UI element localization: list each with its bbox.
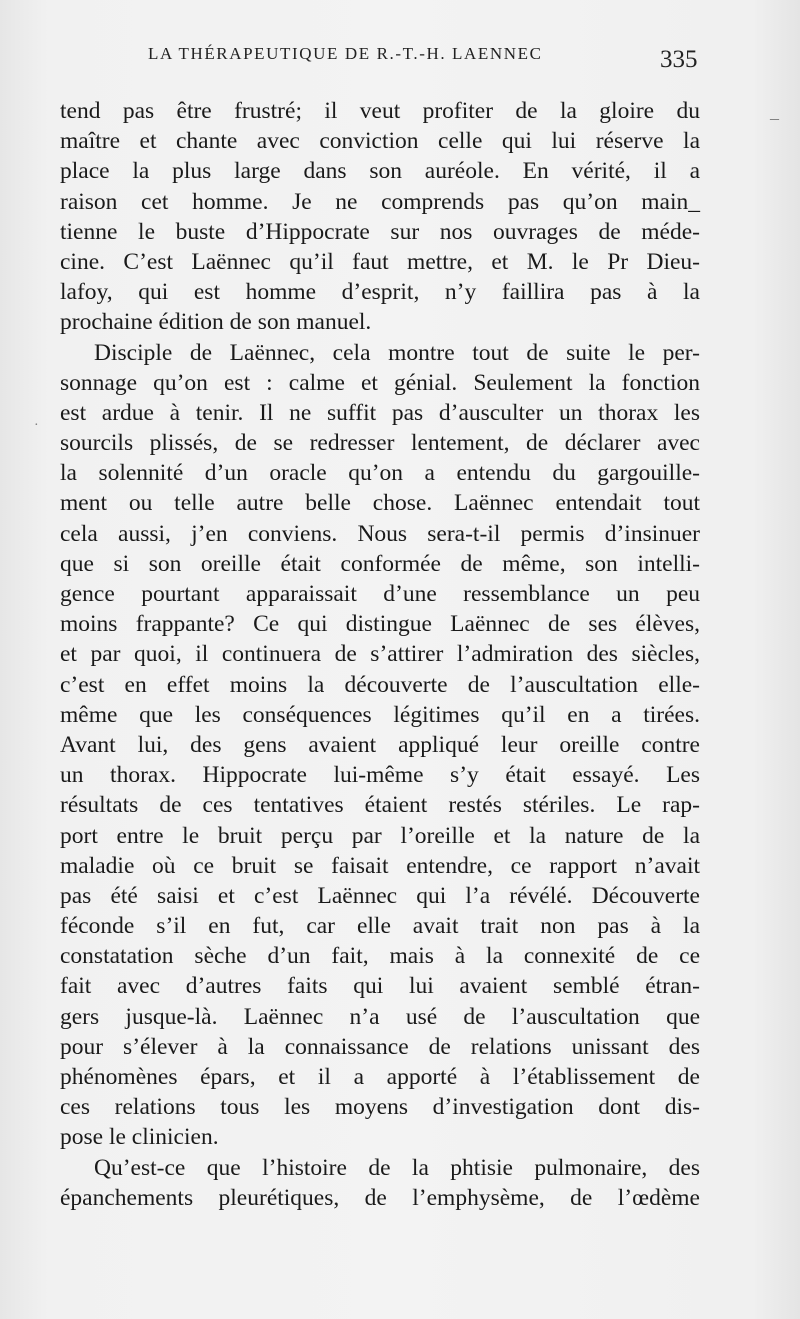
paragraph-first-line: Disciple de Laënnec, cela montre tout de suite le per-	[94, 339, 700, 366]
text-line: pas été saisi et c’est Laënnec qui l’a révélé. Découverte	[60, 882, 700, 909]
text-line: sonnage qu’on est : calme et génial. Seulement la fonction	[60, 369, 700, 396]
text-line: et par quoi, il continuera de s’attirer l’admiration des siècles,	[60, 641, 700, 668]
text-line: cine. C’est Laënnec qu’il faut mettre, et M. le Pr Dieu-	[60, 248, 700, 275]
text-line: phénomènes épars, et il a apporté à l’établissement de	[60, 1064, 700, 1090]
text-line: gers jusque-là. Laënnec n’a usé de l’auscultation que	[60, 1003, 700, 1030]
text-line: est ardue à tenir. Il ne suffit pas d’ausculter un thorax les	[60, 399, 700, 426]
margin-dot-mark: ·	[34, 418, 39, 433]
text-line: résultats de ces tentatives étaient restés stériles. Le rap-	[60, 792, 700, 819]
text-line: cela aussi, j’en conviens. Nous sera-t-il permis d’insinuer	[60, 520, 700, 547]
text-line: tienne le buste d’Hippocrate sur nos ouvrages de méde-	[60, 218, 700, 245]
paragraph-first-line: Qu’est-ce que l’histoire de la phtisie pulmonaire, des	[94, 1154, 700, 1181]
text-line: féconde s’il en fut, car elle avait trait non pas à la	[60, 913, 700, 940]
body-text	[60, 96, 700, 1213]
text-line: Avant lui, des gens avaient appliqué leur oreille contre	[60, 731, 700, 758]
text-line: pose le clinicien.	[60, 1124, 219, 1151]
text-line: constatation sèche d’un fait, mais à la connexité de ce	[60, 943, 700, 970]
text-line: fait avec d’autres faits qui lui avaient semblé étran-	[60, 973, 700, 1000]
page-number: 335	[660, 46, 698, 73]
text-line: la solennité d’un oracle qu’on a entendu du gargouille-	[60, 460, 700, 487]
text-line: un thorax. Hippocrate lui-même s’y était essayé. Les	[60, 762, 700, 789]
text-line: pour s’élever à la connaissance de relations unissant des	[60, 1033, 700, 1060]
text-line: que si son oreille était conformée de même, son intelli-	[60, 550, 700, 577]
text-line: place la plus large dans son auréole. En vérité, il a	[60, 158, 700, 185]
running-title: LA THÉRAPEUTIQUE DE R.-T.-H. LAENNEC	[148, 44, 543, 63]
text-line: épanchements pleurétiques, de l’emphysème, de l’œdème	[60, 1184, 700, 1211]
text-line: ces relations tous les moyens d’investigation dont dis-	[60, 1094, 700, 1121]
text-line: tend pas être frustré; il veut profiter de la gloire du	[60, 98, 700, 124]
text-line: ment ou telle autre belle chose. Laënnec entendait tout	[60, 490, 700, 517]
text-line: même que les conséquences légitimes qu’il en a tirées.	[60, 701, 700, 728]
text-line: maître et chante avec conviction celle qui lui réserve la	[60, 128, 700, 155]
text-line: port entre le bruit perçu par l’oreille et la nature de la	[60, 822, 700, 849]
text-line: maladie où ce bruit se faisait entendre, ce rapport n’avait	[60, 852, 700, 879]
text-line: moins frappante? Ce qui distingue Laënnec de ses élèves,	[60, 611, 700, 638]
text-line: sourcils plissés, de se redresser lentement, de déclarer avec	[60, 430, 700, 457]
text-line: prochaine édition de son manuel.	[60, 309, 372, 336]
text-line: gence pourtant apparaissait d’une ressemblance un peu	[60, 581, 700, 607]
text-line: raison cet homme. Je ne comprends pas qu’on main_	[60, 188, 700, 215]
text-line: lafoy, qui est homme d’esprit, n’y faillira pas à la	[60, 279, 700, 306]
text-line: c’est en effet moins la découverte de l’auscultation elle-	[60, 671, 700, 698]
margin-dash-mark: –	[770, 108, 779, 128]
